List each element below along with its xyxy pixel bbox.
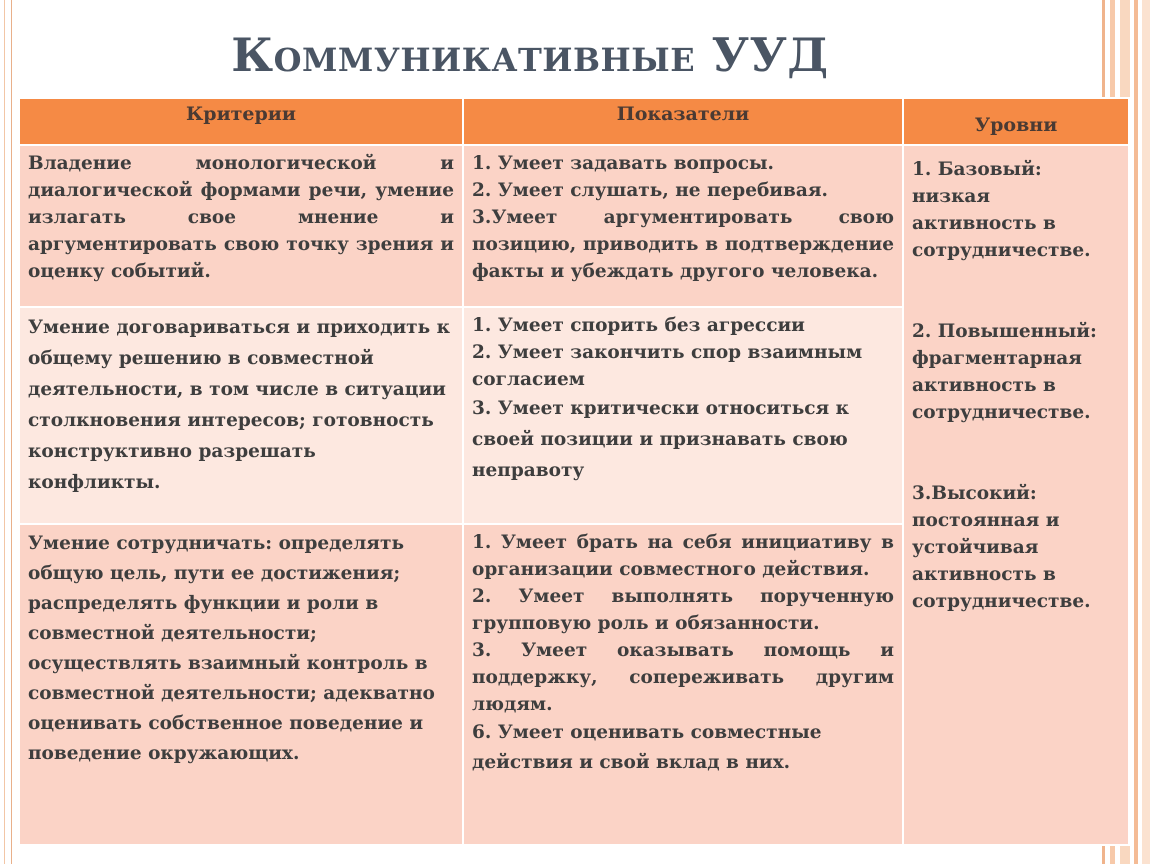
slide-title: Коммуникативные УУД xyxy=(231,28,829,82)
indicator-item: 3. Умеет критически относиться к своей позиции и признавать свою неправоту xyxy=(472,398,850,481)
indicator-item: 2. Умеет закончить спор взаимным согласием xyxy=(472,342,863,390)
criteria-cell: Владение монологической и диалогической формами речи, умение излагать свое мнение и аргументировать свою точку зрения и оценку событий. xyxy=(19,145,463,307)
table-row xyxy=(19,145,1129,307)
header-indicators: Показатели xyxy=(463,98,903,145)
table-header-row xyxy=(19,98,1129,145)
indicators-cell xyxy=(463,145,903,307)
level-high: 3.Высокий: постоянная и устойчивая активность в сотрудничестве. xyxy=(912,483,1091,612)
criteria-cell: Умение договариваться и приходить к общему решению в совместной деятельности, в том числе в ситуации столкновения интересов; готовность конструктивно разрешать конфликты. xyxy=(19,307,463,524)
indicator-item: 1. Умеет спорить без агрессии xyxy=(472,315,805,336)
indicators-cell xyxy=(463,524,903,845)
header-levels: Уровни xyxy=(903,98,1129,145)
indicator-item: 1. Умеет задавать вопросы. xyxy=(472,153,774,174)
indicators-cell xyxy=(463,307,903,524)
uud-table xyxy=(18,97,1130,846)
indicator-item: 6. Умеет оценивать совместные действия и свой вклад в них. xyxy=(472,722,822,773)
levels-cell xyxy=(903,145,1129,845)
indicator-item: 2. Умеет слушать, не перебивая. xyxy=(472,180,828,201)
level-basic: 1. Базовый: низкая активность в сотрудничестве. xyxy=(912,159,1091,261)
slide-frame-left xyxy=(0,0,12,864)
indicator-item: 1. Умеет брать на себя инициативу в организации совместного действия. xyxy=(472,532,894,580)
criteria-cell: Умение сотрудничать: определять общую цель, пути ее достижения; распределять функции и роли в совместной деятельности; осуществлять взаимный контроль в совместной деятельности; адекватно оценивать собственное поведение и поведение окружающих. xyxy=(19,524,463,845)
level-advanced: 2. Повышенный: фрагментарная активность в сотрудничестве. xyxy=(912,321,1097,423)
indicator-item: 3. Умеет оказывать помощь и поддержку, сопереживать другим людям. xyxy=(472,640,894,715)
indicator-item: 2. Умеет выполнять порученную групповую роль и обязанности. xyxy=(472,586,894,634)
header-criteria: Критерии xyxy=(19,98,463,145)
indicator-item: 3.Умеет аргументировать свою позицию, приводить в подтверждение факты и убеждать другого человека. xyxy=(472,207,894,282)
